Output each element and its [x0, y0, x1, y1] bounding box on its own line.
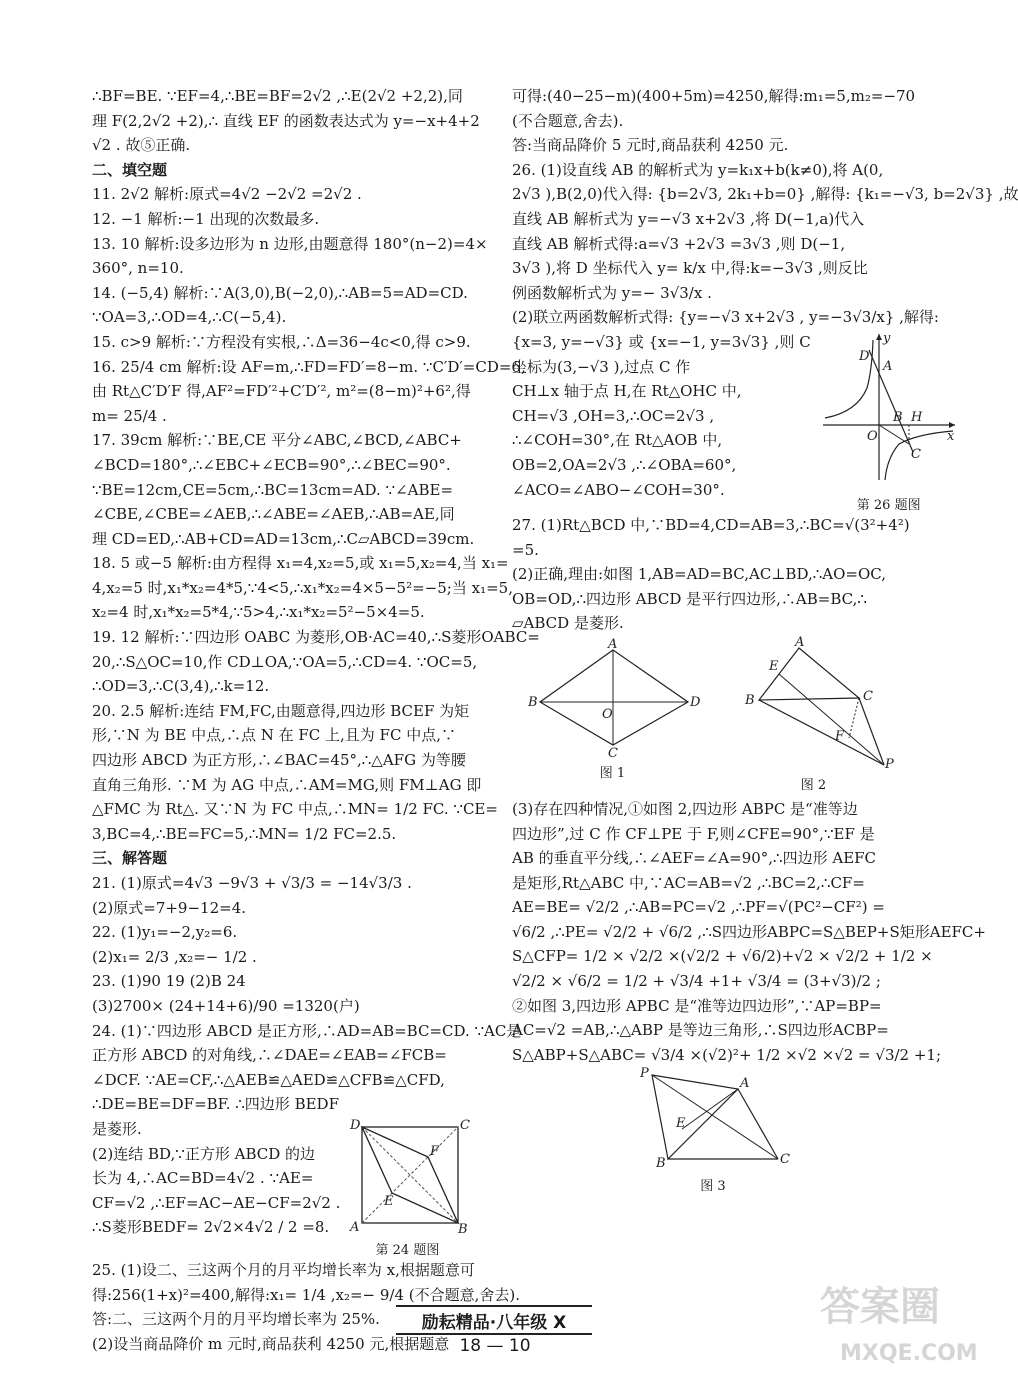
label-E: E — [384, 1193, 394, 1209]
q27-part3 — [512, 797, 986, 1068]
label-P: P — [640, 1066, 649, 1082]
label-A: A — [607, 636, 617, 652]
figure-3-diagram — [638, 1067, 788, 1171]
answer-line: √6/2 ,∴PE= √2/2 + √6/2 ,∴S四边形ABPC=S△BEP+S矩形AEFC+ — [512, 922, 986, 941]
label-E: E — [768, 658, 778, 674]
page-number: 18 — 10 — [459, 1336, 531, 1356]
answer-line: 21. (1)原式=4√3 −9√3 + √3/3 = −14√3/3 . — [92, 874, 412, 892]
label-H: H — [910, 409, 923, 425]
q24-line: 是菱形. — [92, 1119, 142, 1138]
label-B: B — [527, 694, 538, 710]
answer-line: 19. 12 解析:∵四边形 OABC 为菱形,OB·AC=40,∴S菱形OABC= — [92, 628, 540, 647]
q24-block — [92, 1117, 497, 1258]
answer-line: 15. c>9 解析:∵方程没有实根,∴Δ=36−4c<0,得 c>9. — [92, 332, 471, 351]
label-B: B — [744, 692, 755, 708]
q26-text — [512, 330, 811, 502]
q26-line: ∴∠COH=30°,在 Rt△AOB 中, — [512, 431, 723, 450]
answer-line: 12. −1 解析:−1 出现的次数最多. — [92, 209, 320, 228]
answer-line: 由 Rt△C′D′F 得,AF²=FD′²+C′D′², m²=(8−m)²+6²,得 — [92, 382, 471, 401]
answer-line: (3)2700× (24+14+6)/90 =1320(户) — [92, 996, 360, 1015]
answer-line: AB 的垂直平分线,∴∠AEF=∠A=90°,∴四边形 AEFC — [512, 849, 877, 868]
solution-line: √2 . 故⑤正确. — [92, 136, 191, 155]
label-C: C — [460, 1117, 471, 1133]
answer-line: ∠DCF. ∵AE=CF,∴△AEB≌△AED≌△CFB≌△CFD, — [92, 1070, 445, 1089]
answer-line: OB=OD,∴四边形 ABCD 是平行四边形,∴AB=BC,∴ — [512, 589, 867, 608]
right-column — [512, 84, 1018, 1195]
svg-text:答案圈: 答案圈 — [820, 1284, 940, 1330]
answer-line: 4,x₂=5 时,x₁*x₂=4*5,∵4<5,∴x₁*x₂=4×5−5²=−5;当 x₁=5, — [92, 578, 513, 597]
answer-line: 答:二、三这两个月的月平均增长率为 25%. — [92, 1310, 380, 1329]
answer-line: 18. 5 或−5 解析:由方程得 x₁=4,x₂=5,或 x₁=5,x₂=4,当 x₁= — [92, 554, 509, 573]
answer-line: 13. 10 解析:设多边形为 n 边形,由题意得 180°(n−2)=4× — [92, 234, 488, 253]
q27-answers — [512, 513, 914, 636]
figures-1-2 — [512, 634, 914, 793]
label-F: F — [430, 1143, 440, 1159]
section-heading-fill-in: 二、填空题 — [92, 160, 168, 179]
solution-line: 理 F(2,2√2 +2),∴ 直线 EF 的函数表达式为 y=−x+4+2 — [92, 111, 480, 130]
figure-1-caption: 图 1 — [599, 765, 626, 781]
label-O: O — [601, 706, 613, 722]
answer-line: 3√3 ),将 D 坐标代入 y= k/x 中,得:k=−3√3 ,则反比 — [512, 259, 868, 278]
q26-line: {x=3, y=−√3} 或 {x=−1, y=3√3} ,则 C — [512, 332, 811, 351]
figure-24 — [348, 1117, 471, 1258]
label-A: A — [882, 358, 893, 374]
answer-line: 可得:(40−25−m)(400+5m)=4250,解得:m₁=5,m₂=−70 — [512, 87, 916, 105]
answer-line: 例函数解析式为 y=− 3√3/x . — [512, 283, 712, 302]
answer-line: 20,∴S△OC=10,作 CD⊥OA,∵OA=5,∴CD=4. ∵OC=5, — [92, 652, 478, 671]
answer-line: 3,BC=4,∴BE=FC=5,∴MN= 1/2 FC=2.5. — [92, 824, 397, 843]
label-D: D — [689, 694, 700, 710]
solution-answers — [92, 871, 522, 1117]
answer-line: (不合题意,舍去). — [512, 111, 624, 130]
answer-line: 14. (−5,4) 解析:∵A(3,0),B(−2,0),∴AB=5=AD=CD. — [92, 283, 468, 302]
answer-line: ∵BE=12cm,CE=5cm,∴BC=13cm=AD. ∵∠ABE= — [92, 480, 454, 499]
answer-line: m= 25/4 . — [92, 406, 167, 425]
answer-line: S△CFP= 1/2 × √2/2 ×(√2/2 + √6/2)+√2 × √2/2 + 1/2 × — [512, 947, 933, 966]
answer-line: ∴OD=3,∴C(3,4),∴k=12. — [92, 677, 270, 696]
q24-text — [92, 1117, 340, 1240]
answer-line: 25. (1)设二、三这两个月的月平均增长率为 x,根据题意可 — [92, 1260, 475, 1279]
figure-26-diagram — [817, 330, 961, 490]
answer-line: =5. — [512, 540, 539, 559]
label-x: x — [946, 428, 955, 444]
label-B: B — [892, 409, 903, 425]
label-B: B — [656, 1156, 666, 1172]
answer-line: (2)设当商品降价 m 元时,商品获利 4250 元,根据题意 — [92, 1334, 450, 1353]
watermark-logo — [800, 1270, 996, 1370]
figure-2-caption: 图 2 — [800, 777, 827, 793]
answer-line: △FMC 为 Rt△. 又∵N 为 FC 中点,∴MN= 1/2 FC. ∵CE= — [92, 800, 498, 819]
answer-line: (2)原式=7+9−12=4. — [92, 898, 247, 917]
figure-24-caption: 第 24 题图 — [375, 1242, 440, 1258]
figure-2 — [729, 634, 899, 793]
q26-line: CH=√3 ,OH=3,∴OC=2√3 , — [512, 406, 715, 425]
label-D: D — [350, 1117, 361, 1133]
label-C: C — [910, 446, 921, 462]
answer-line: 23. (1)90 19 (2)B 24 — [92, 972, 246, 991]
answer-line: ∴DE=BE=DF=BF. ∴四边形 BEDF — [92, 1095, 339, 1114]
figure-24-diagram — [348, 1117, 471, 1237]
label-C: C — [607, 745, 618, 761]
q26-line: OB=2,OA=2√3 ,∴∠OBA=60°, — [512, 455, 737, 474]
answer-line: 22. (1)y₁=−2,y₂=6. — [92, 923, 238, 942]
label-A: A — [740, 1076, 750, 1092]
answer-line: x₂=4 时,x₁*x₂=5*4,∵5>4,∴x₁*x₂=5²−5×4=5. — [92, 603, 425, 622]
q26-line: ∠ACO=∠ABO−∠COH=30°. — [512, 480, 725, 499]
answer-line: 360°, n=10. — [92, 259, 184, 278]
label-C: C — [780, 1152, 790, 1168]
figure-26-caption: 第 26 题图 — [856, 497, 921, 513]
label-y: y — [882, 330, 891, 346]
answer-line: ②如图 3,四边形 APBC 是“准等边四边形”,∵AP=BP= — [512, 996, 882, 1015]
solution-line: ∴BF=BE. ∵EF=4,∴BE=BF=2√2 ,∴E(2√2 +2,2),同 — [92, 87, 463, 105]
label-O: O — [866, 428, 878, 444]
answer-line: 17. 39cm 解析:∵BE,CE 平分∠ABC,∠BCD,∠ABC+ — [92, 431, 462, 450]
figure-26 — [817, 330, 961, 513]
answer-line: ∵OA=3,∴OD=4,∴C(−5,4). — [92, 308, 287, 327]
answer-line: AE=BE= √2/2 ,∴AB=PC=√2 ,∴PF=√(PC²−CF²) = — [512, 898, 885, 917]
answer-line: 四边形”,过 C 作 CF⊥PE 于 F,则∠CFE=90°,∵EF 是 — [512, 824, 875, 843]
figure-3 — [512, 1067, 914, 1194]
answer-line: (2)正确,理由:如图 1,AB=AD=BC,AC⊥BD,∴AO=OC, — [512, 565, 886, 584]
watermark — [800, 1270, 996, 1370]
answer-line: 是矩形,Rt△ABC 中,∵AC=AB=√2 ,∴BC=2,∴CF= — [512, 873, 865, 892]
label-P: P — [884, 756, 894, 772]
answer-line: (3)存在四种情况,①如图 2,四边形 ABPC 是“准等边 — [512, 799, 858, 818]
answer-line: AC=√2 =AB,∴△ABP 是等边三角形,∴S四边形ACBP= — [512, 1021, 889, 1040]
answer-line: 直线 AB 解析式为 y=−√3 x+2√3 ,将 D(−1,a)代入 — [512, 209, 865, 228]
q24-line: 长为 4,∴AC=BD=4√2 . ∵AE= — [92, 1169, 314, 1188]
q26-block — [512, 330, 955, 513]
figure-2-diagram — [729, 634, 899, 772]
answer-line: 16. 25/4 cm 解析:设 AF=m,∴FD=FD′=8−m. ∵C′D′=CD=6, — [92, 357, 526, 376]
answer-line: 得:256(1+x)²=400,解得:x₁= 1/4 ,x₂=− 9/4 (不合题意,舍去). — [92, 1285, 521, 1304]
answer-line: 26. (1)设直线 AB 的解析式为 y=k₁x+b(k≠0),将 A(0, — [512, 160, 884, 179]
answer-line: 形,∵N 为 BE 中点,∴点 N 在 FC 上,且为 FC 中点,∵ — [92, 726, 456, 745]
answer-line: √2/2 × √6/2 = 1/2 + √3/4 +1+ √3/4 = (3+√3)/2 ; — [512, 972, 881, 991]
answer-line: 直角三角形. ∵M 为 AG 中点,∴AM=MG,则 FM⊥AG 即 — [92, 775, 482, 794]
q25-q26-answers — [512, 84, 1018, 330]
answer-line: 27. (1)Rt△BCD 中,∵BD=4,CD=AB=3,∴BC=√(3²+4²) — [512, 515, 910, 534]
answer-line: 答:当商品降价 5 元时,商品获利 4250 元. — [512, 136, 789, 155]
answer-line: 理 CD=ED,∴AB+CD=AD=13cm,∴C▱ABCD=39cm. — [92, 529, 475, 548]
q26-line: CH⊥x 轴于点 H,在 Rt△OHC 中, — [512, 382, 742, 401]
answer-line: S△ABP+S△ABC= √3/4 ×(√2)²+ 1/2 ×√2 ×√2 = √3/2 +1; — [512, 1045, 942, 1064]
answer-line: 直线 AB 解析式得:a=√3 +2√3 =3√3 ,则 D(−1, — [512, 234, 846, 253]
label-E: E — [676, 1116, 686, 1132]
answer-line: 20. 2.5 解析:连结 FM,FC,由题意得,四边形 BCEF 为矩 — [92, 701, 470, 720]
figure-1-diagram — [527, 636, 700, 761]
answer-line: 2√3 ),B(2,0)代入得: {b=2√3, 2k₁+b=0} ,解得: {k₁=−√3, b=2√3} ,故 — [512, 185, 1018, 204]
svg-text:MXQE.COM: MXQE.COM — [840, 1341, 978, 1366]
answer-line: (2)x₁= 2/3 ,x₂=− 1/2 . — [92, 947, 257, 966]
label-F: F — [834, 728, 844, 744]
answer-line: 24. (1)∵四边形 ABCD 是正方形,∴AD=AB=BC=CD. ∵AC是 — [92, 1021, 522, 1040]
figure-3-caption: 图 3 — [700, 1179, 726, 1195]
section-heading-solutions: 三、解答题 — [92, 849, 168, 868]
q24-line: ∴S菱形BEDF= 2√2×4√2 / 2 =8. — [92, 1218, 330, 1237]
fill-in-answers — [92, 182, 540, 846]
answer-line: (2)联立两函数解析式得: {y=−√3 x+2√3 , y=−3√3/x} ,解得: — [512, 308, 939, 327]
answer-line: ▱ABCD 是菱形. — [512, 614, 624, 633]
label-A: A — [350, 1219, 360, 1235]
answer-line: 11. 2√2 解析:原式=4√2 −2√2 =2√2 . — [92, 185, 362, 204]
answer-line: ∠BCD=180°,∴∠EBC+∠ECB=90°,∴∠BEC=90°. — [92, 455, 451, 474]
label-A: A — [794, 634, 804, 650]
answer-line: 四边形 ABCD 为正方形,∴∠BAC=45°,∴△AFG 为等腰 — [92, 751, 466, 770]
figure-1 — [527, 636, 700, 793]
left-column — [92, 84, 540, 1356]
answer-line: 正方形 ABCD 的对角线,∴∠DAE=∠EAB=∠FCB= — [92, 1046, 447, 1065]
solution-continuation — [92, 84, 497, 158]
answer-line: ∠CBE,∠CBE=∠AEB,∴∠ABE=∠AEB,∴AB=AE,同 — [92, 505, 455, 524]
label-B: B — [458, 1221, 468, 1237]
q24-line: (2)连结 BD,∵正方形 ABCD 的边 — [92, 1144, 316, 1163]
q26-line: 坐标为(3,−√3 ),过点 C 作 — [512, 357, 691, 376]
label-D: D — [858, 348, 870, 364]
q24-line: CF=√2 ,∴EF=AC−AE−CF=2√2 . — [92, 1193, 341, 1212]
footer-brand: 励耘精品·八年级 X — [396, 1305, 592, 1335]
label-C: C — [862, 688, 873, 704]
